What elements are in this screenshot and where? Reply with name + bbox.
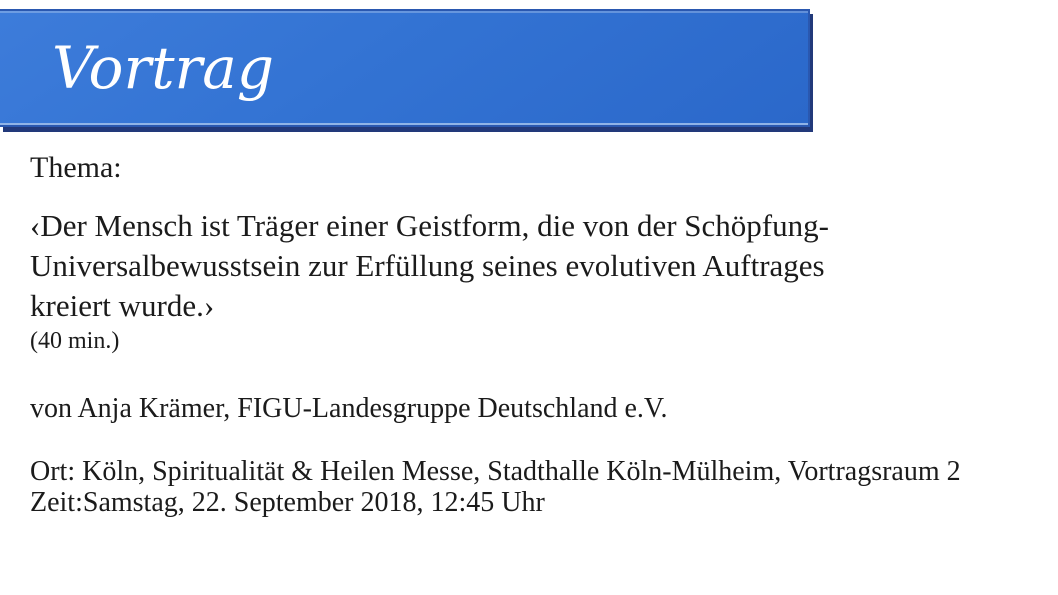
- duration-label: (40 min.): [30, 328, 120, 354]
- quote-block: [30, 206, 1044, 326]
- quote-line: kreiert wurde.›: [30, 288, 215, 323]
- slide-body: [30, 150, 1044, 518]
- time-line: Zeit:Samstag, 22. September 2018, 12:45 Uhr: [30, 487, 545, 518]
- thema-label: Thema:: [30, 151, 122, 184]
- place-time-block: [30, 456, 1044, 518]
- quote-line: ‹Der Mensch ist Träger einer Geistform, die von der Schöpfung-: [30, 208, 829, 243]
- title-banner: [0, 9, 810, 127]
- speaker-line: von Anja Krämer, FIGU-Landesgruppe Deutschland e.V.: [30, 393, 668, 424]
- slide-title: Vortrag: [52, 34, 274, 102]
- location-line: Ort: Köln, Spiritualität & Heilen Messe, Stadthalle Köln-Mülheim, Vortragsraum 2: [30, 456, 961, 487]
- quote-line: Universalbewusstsein zur Erfüllung seines evolutiven Auftrages: [30, 248, 825, 283]
